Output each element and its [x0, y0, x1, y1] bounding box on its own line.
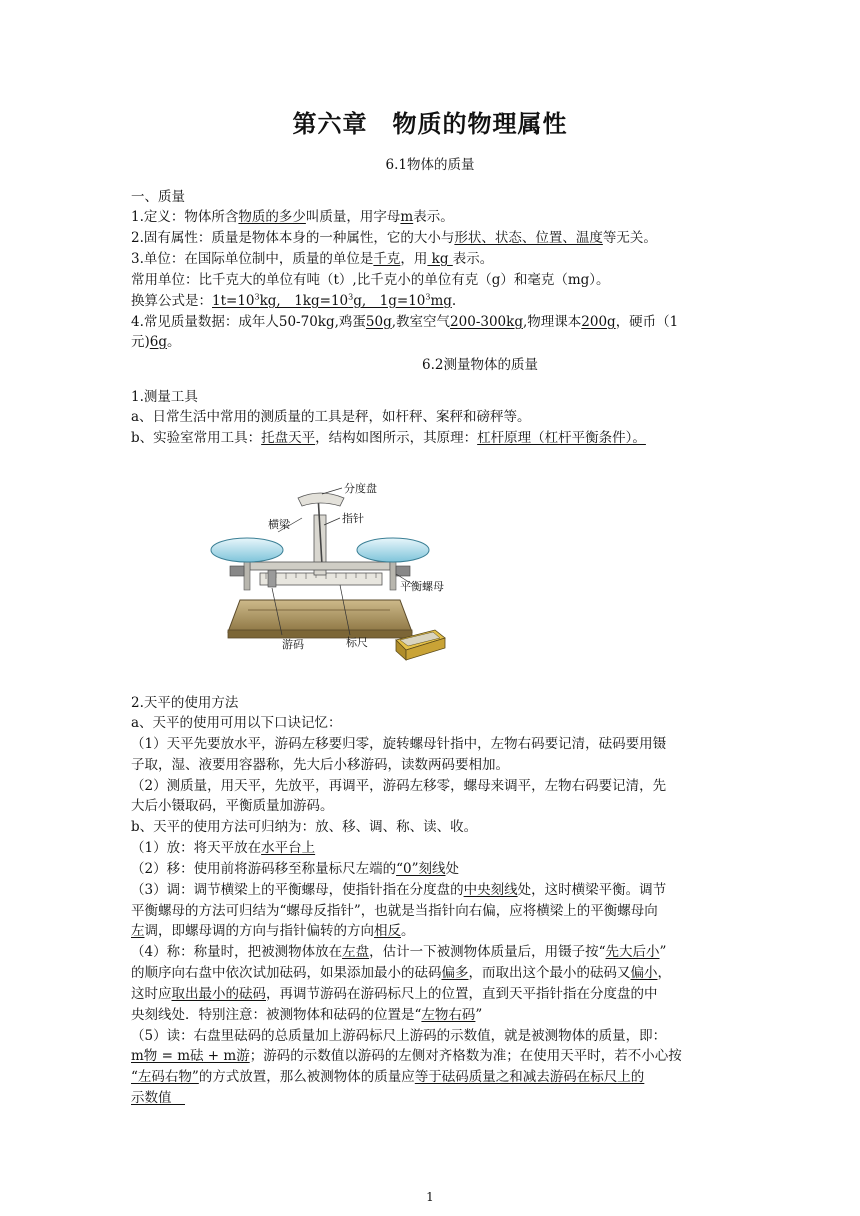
step-weigh-1: （4）称：称量时，把被测物体放在左盘，估计一下被测物体质量后，用镊子按“先大后小” — [131, 944, 667, 960]
lab-tools-line: b、实验室常用工具：托盘天平，结构如图所示，其原理：杠杆原理（杠杆平衡条件）。 — [131, 430, 646, 446]
mnemonic-2-line-1: （2）测质量，用天平，先放平，再调平，游码左移零，螺母来调平，左物右码要记清，先 — [131, 778, 667, 794]
step-adjust-2: 平衡螺母的方法可归结为“螺母反指针”，也就是当指针向右偏，应将横梁上的平衡螺母向 — [131, 903, 658, 919]
step-adjust-3: 左调，即螺母调的方向与指针偏转的方向相反。 — [131, 923, 415, 939]
chapter-title: 第六章 物质的物理属性 — [292, 110, 568, 138]
tool-heading: 1.测量工具 — [131, 389, 198, 405]
nut-label: 平衡螺母 — [400, 580, 444, 593]
heading-mass: 一、质量 — [131, 189, 185, 205]
mnemonic-2-line-2: 大后小镊取码，平衡质量加游码。 — [131, 798, 334, 814]
mass-data-line-2: 元)6g。 — [131, 334, 181, 350]
page-number: 1 — [426, 1190, 434, 1204]
mnemonic-intro: a、天平的使用可用以下口诀记忆： — [131, 715, 342, 731]
step-move: （2）移：使用前将游码移至称量标尺左端的“0”刻线处 — [131, 861, 459, 877]
step-read-2: m物 = m砝 + m游；游码的示数值以游码的左侧对齐格数为准；在使用天平时，若不小心按 — [131, 1048, 682, 1064]
step-read-4: 示数值 — [131, 1090, 185, 1106]
unit-line: 3.单位：在国际单位制中，质量的单位是千克，用 kg 表示。 — [131, 251, 494, 267]
definition-line: 1.定义：物体所含物质的多少叫质量，用字母m表示。 — [131, 209, 454, 225]
step-place: （1）放：将天平放在水平台上 — [131, 840, 316, 856]
scale-label: 标尺 — [346, 636, 368, 649]
conversion-line: 换算公式是：$1t=10^3kg$, $1kg=10^3g$, $1g=10^3mg$. — [131, 292, 457, 309]
section-heading-6-1: 6.1物体的质量 — [385, 157, 475, 173]
common-units-line: 常用单位：比千克大的单位有吨（t）,比千克小的单位有克（g）和毫克（mg）。 — [131, 272, 610, 288]
step-adjust-1: （3）调：调节横梁上的平衡螺母，使指针指在分度盘的中央刻线处，这时横梁平衡。调节 — [131, 882, 667, 898]
daily-tools-line: a、日常生活中常用的测质量的工具是秤，如杆秤、案秤和磅秤等。 — [131, 409, 531, 425]
mnemonic-1-line-2: 子取，湿、液要用容器称，先大后小移游码，读数两码要相加。 — [131, 757, 509, 773]
beam-label: 横梁 — [268, 518, 290, 531]
balance-illustration — [200, 470, 450, 665]
step-read-3: “左码右物”的方式放置，那么被测物体的质量应等于砝码质量之和减去游码在标尺上的 — [131, 1069, 645, 1085]
step-weigh-4: 央刻线处．特别注意：被测物体和砝码的位置是“左物右码” — [131, 1007, 483, 1023]
property-line: 2.固有属性：质量是物体本身的一种属性，它的大小与形状、状态、位置、温度等无关。 — [131, 230, 657, 246]
usage-heading: 2.天平的使用方法 — [131, 695, 239, 711]
step-read-1: （5）读：右盘里砝码的总质量加上游码标尺上游码的示数值，就是被测物体的质量，即： — [131, 1028, 667, 1044]
mnemonic-1-line-1: （1）天平先要放水平，游码左移要归零，旋转螺母针指中，左物右码要记清，砝码要用镊 — [131, 736, 667, 752]
step-weigh-3: 这时应取出最小的砝码，再调节游码在游码标尺上的位置，直到天平指针指在分度盘的中 — [131, 986, 658, 1002]
step-weigh-2: 的顺序向右盘中依次试加砝码，如果添加最小的砝码偏多，而取出这个最小的砝码又偏小， — [131, 965, 671, 981]
mass-data-line: 4.常见质量数据：成年人50-70kg,鸡蛋50g,教室空气200-300kg,物理课本200g，硬币（1 — [131, 314, 679, 330]
steps-summary: b、天平的使用方法可归纳为：放、移、调、称、读、收。 — [131, 819, 478, 835]
section-heading-6-2: 6.2测量物体的质量 — [422, 357, 538, 373]
rider-label: 游码 — [282, 638, 304, 651]
dial-label: 分度盘 — [344, 482, 377, 495]
pointer-label: 指针 — [342, 512, 364, 525]
